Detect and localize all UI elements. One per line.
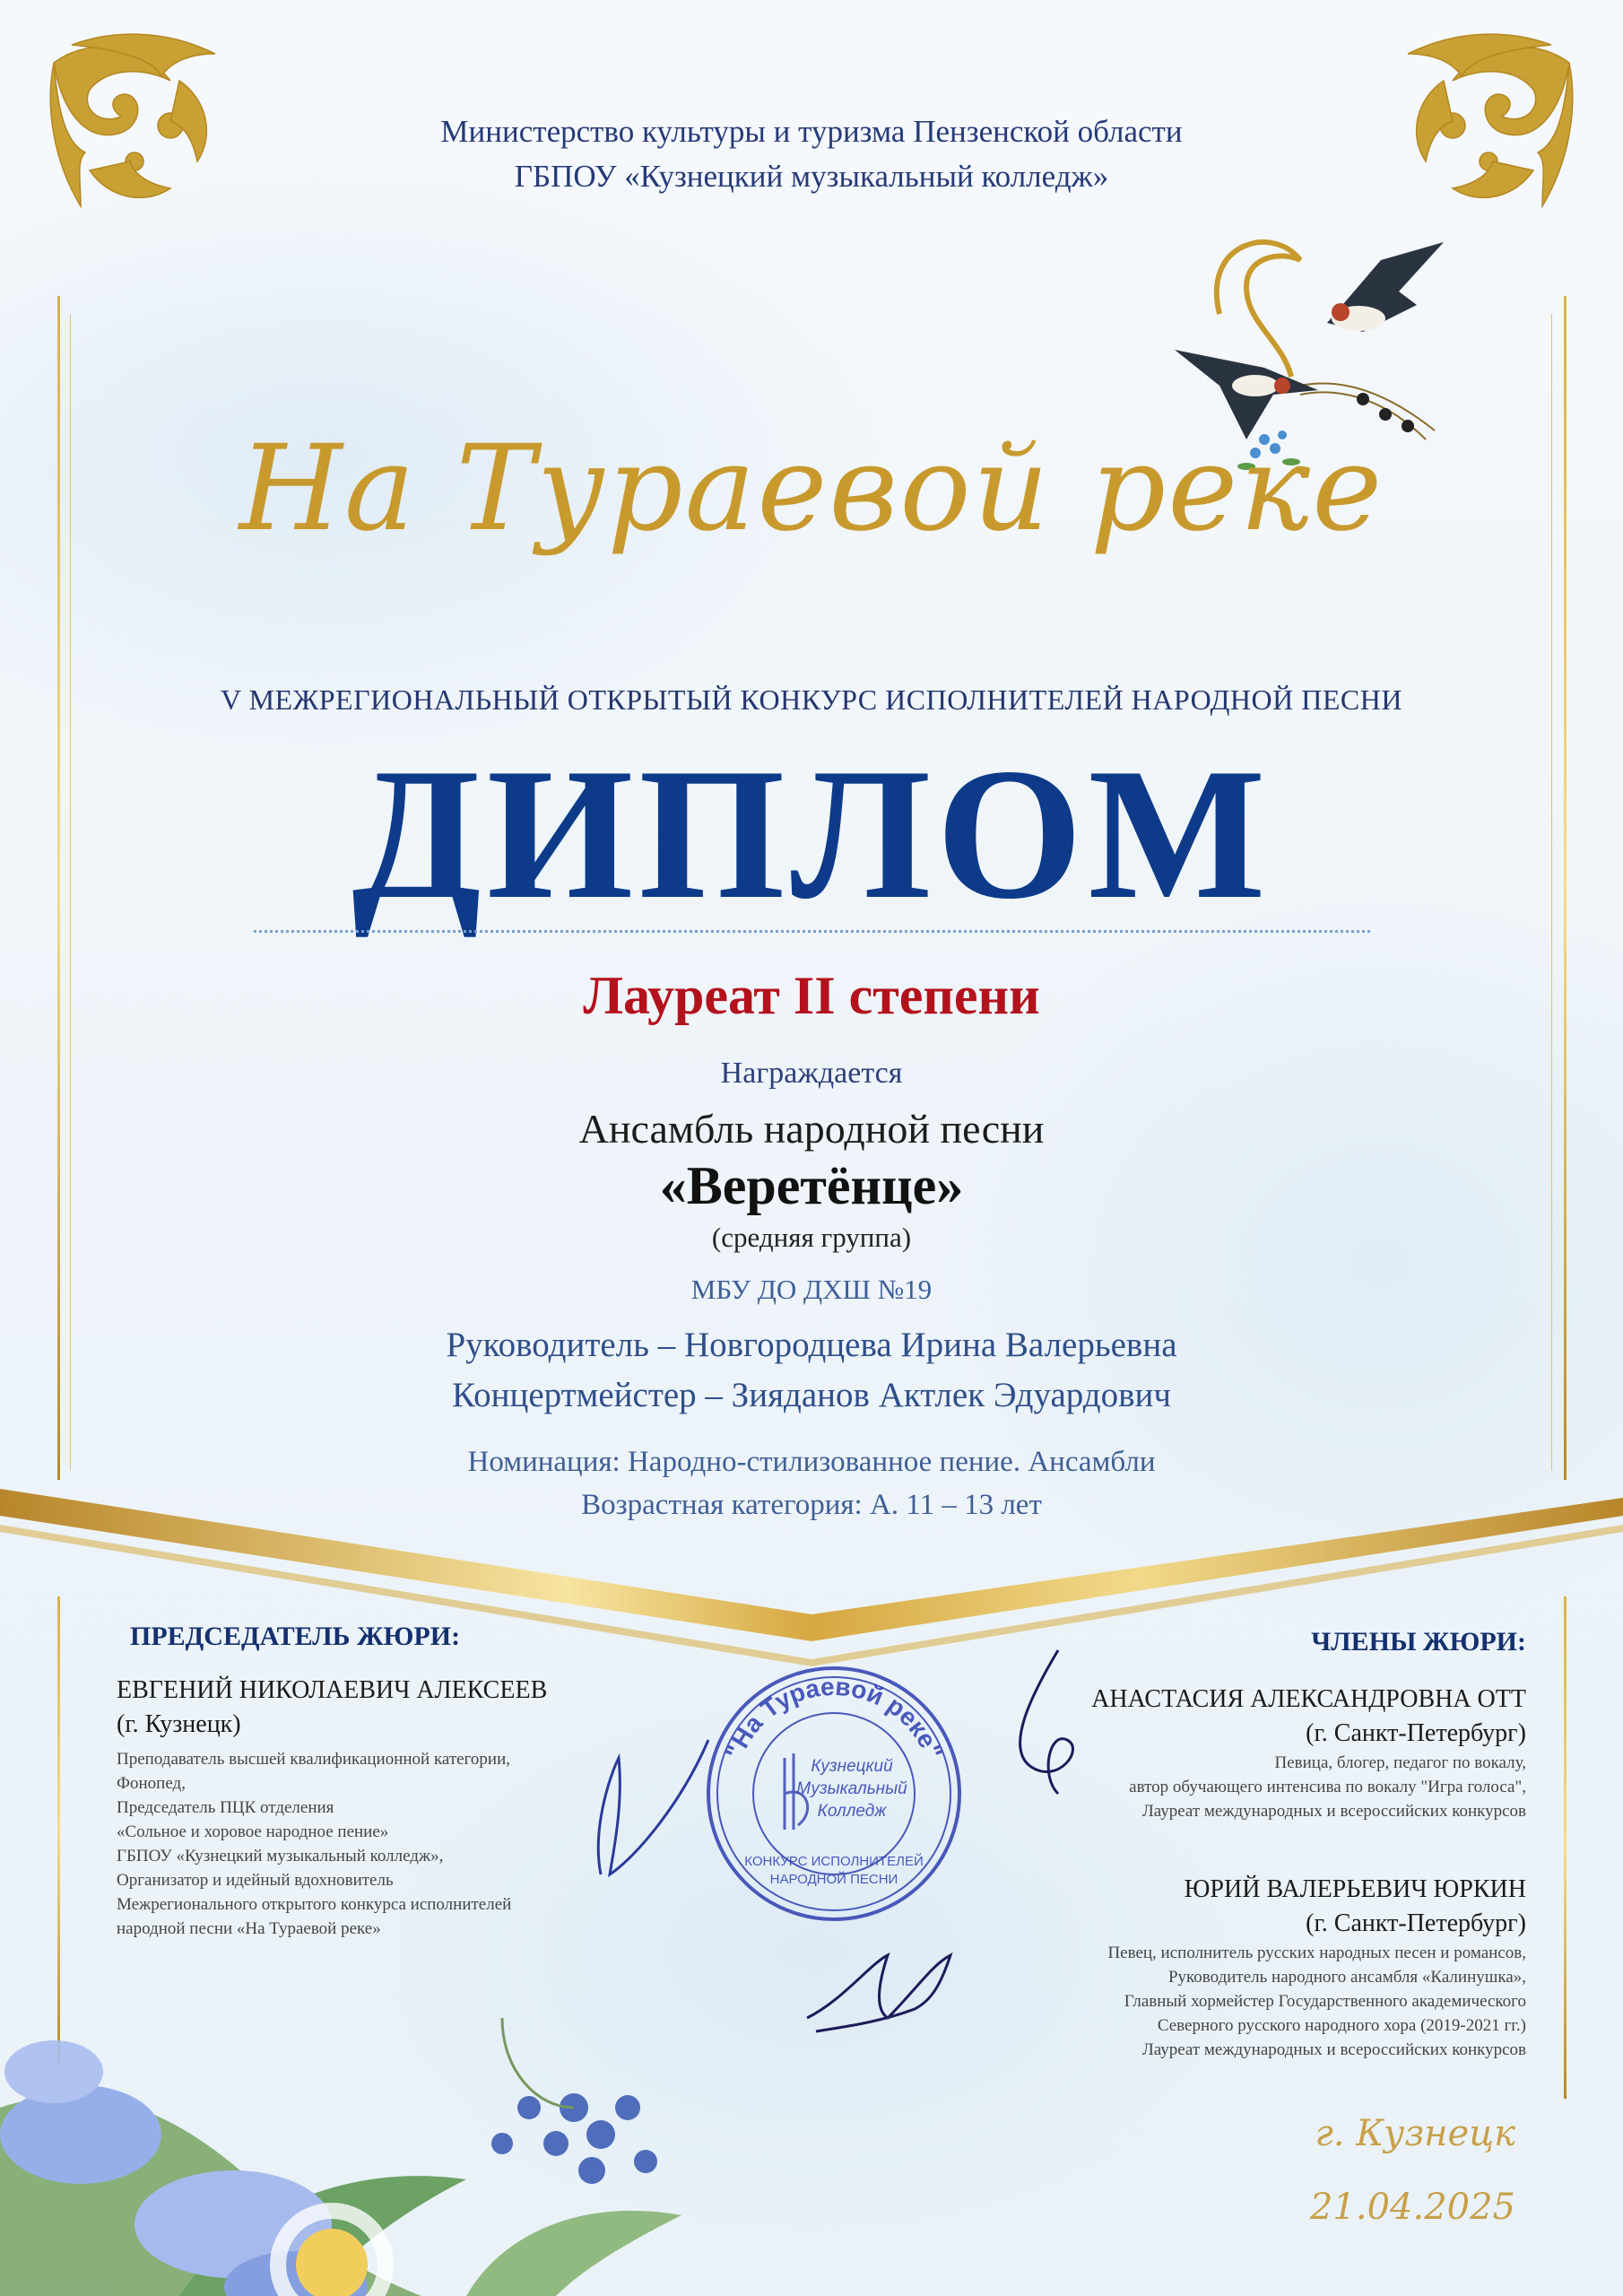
member-city: (г. Санкт-Петербург) bbox=[1306, 1909, 1526, 1937]
member-desc-line: Лауреат международных и всероссийских конкурсов bbox=[1141, 1802, 1526, 1821]
member-desc-line: Руководитель народного ансамбля «Калинушка», bbox=[1167, 1968, 1526, 1987]
chair-desc-line: Председатель ПЦК отделения bbox=[117, 1798, 334, 1817]
chair-desc-line: народной песни «На Тураевой реке» bbox=[117, 1919, 381, 1938]
chair-desc-line: Преподаватель высшей квалификационной категории, bbox=[117, 1750, 510, 1769]
member-desc-line: Лауреат международных и всероссийских конкурсов bbox=[1141, 2040, 1526, 2059]
competition-script-title: На Тураевой реке bbox=[239, 420, 1384, 558]
leaders-block bbox=[0, 1320, 1623, 1421]
member-desc-line: автор обучающего интенсива по вокалу "Игра голоса", bbox=[1129, 1778, 1526, 1796]
chair-desc-line: «Сольное и хоровое народное пение» bbox=[117, 1822, 389, 1841]
leader-line: Руководитель – Новгородцева Ирина Валерьевна bbox=[446, 1326, 1177, 1364]
ensemble-type: Ансамбль народной песни bbox=[578, 1106, 1045, 1152]
member-city: (г. Санкт-Петербург) bbox=[1306, 1719, 1526, 1747]
footer-city: г. Кузнецк bbox=[1315, 2113, 1515, 2154]
ministry-header bbox=[0, 109, 1623, 199]
stamp-outer-text: "На Тураевой реке" bbox=[719, 1672, 949, 1763]
chair-city: (г. Кузнецк) bbox=[117, 1710, 241, 1738]
school-name: МБУ ДО ДХШ №19 bbox=[690, 1274, 933, 1305]
member-desc-line: Северного русского народного хора (2019-2021 гг.) bbox=[1157, 2016, 1526, 2035]
awarded-label: Награждается bbox=[720, 1057, 903, 1090]
chair-desc-line: Организатор и идейный вдохновитель bbox=[117, 1871, 394, 1890]
member-name: АНАСТАСИЯ АЛЕКСАНДРОВНА ОТТ bbox=[1091, 1685, 1526, 1713]
stamp-inner-line: Колледж bbox=[817, 1802, 887, 1821]
stamp-bottom-line: КОНКУРС ИСПОЛНИТЕЛЕЙ bbox=[744, 1854, 924, 1869]
accompanist-line: Концертмейстер – Зияданов Актлек Эдуардович bbox=[452, 1376, 1171, 1414]
chair-name: ЕВГЕНИЙ НИКОЛАЕВИЧ АЛЕКСЕЕВ bbox=[117, 1676, 548, 1704]
competition-subtitle: V МЕЖРЕГИОНАЛЬНЫЙ ОТКРЫТЫЙ КОНКУРС ИСПОЛНИТЕЛЕЙ НАРОДНОЙ ПЕСНИ bbox=[221, 683, 1402, 716]
chair-desc-line: Межрегионального открытого конкурса исполнителей bbox=[117, 1895, 512, 1914]
age-category-line: Возрастная категория: А. 11 – 13 лет bbox=[581, 1489, 1042, 1521]
laureate-degree: Лауреат II степени bbox=[583, 966, 1040, 1025]
member-desc-line: Певица, блогер, педагог по вокалу, bbox=[1274, 1753, 1526, 1772]
ensemble-name: «Веретёнце» bbox=[659, 1156, 964, 1215]
stamp-inner-line: Музыкальный bbox=[796, 1779, 907, 1798]
floral-illustration bbox=[0, 1839, 735, 2296]
member-desc-line: Главный хормейстер Государственного академического bbox=[1124, 1992, 1526, 2011]
college-name: ГБПОУ «Кузнецкий музыкальный колледж» bbox=[514, 159, 1109, 194]
members-heading: ЧЛЕНЫ ЖЮРИ: bbox=[1311, 1627, 1526, 1657]
member-signature-1 bbox=[977, 1641, 1121, 1803]
member-name: ЮРИЙ ВАЛЕРЬЕВИЧ ЮРКИН bbox=[1184, 1875, 1526, 1903]
chair-desc-line: ГБПОУ «Кузнецкий музыкальный колледж», bbox=[117, 1847, 444, 1866]
member-block bbox=[898, 1873, 1526, 2062]
chair-heading: ПРЕДСЕДАТЕЛЬ ЖЮРИ: bbox=[130, 1622, 461, 1651]
ensemble-group: (средняя группа) bbox=[711, 1222, 912, 1253]
chair-desc-line: Фонопед, bbox=[117, 1774, 186, 1793]
member-desc-line: Певец, исполнитель русских народных песен и романсов, bbox=[1107, 1944, 1526, 1962]
stamp-inner-line: Кузнецкий bbox=[811, 1757, 893, 1776]
diploma-heading: ДИПЛОМ bbox=[352, 730, 1271, 938]
footer-date: 21.04.2025 bbox=[1309, 2187, 1515, 2228]
footer-place-date bbox=[1310, 2097, 1515, 2244]
ministry-name: Министерство культуры и туризма Пензенской области bbox=[440, 114, 1183, 149]
dotted-divider bbox=[254, 930, 1370, 933]
stamp-bottom-line: НАРОДНОЙ ПЕСНИ bbox=[769, 1872, 898, 1887]
member-signature-2 bbox=[789, 1928, 986, 2054]
nomination-line: Номинация: Народно-стилизованное пение. Ансамбли bbox=[467, 1446, 1156, 1478]
